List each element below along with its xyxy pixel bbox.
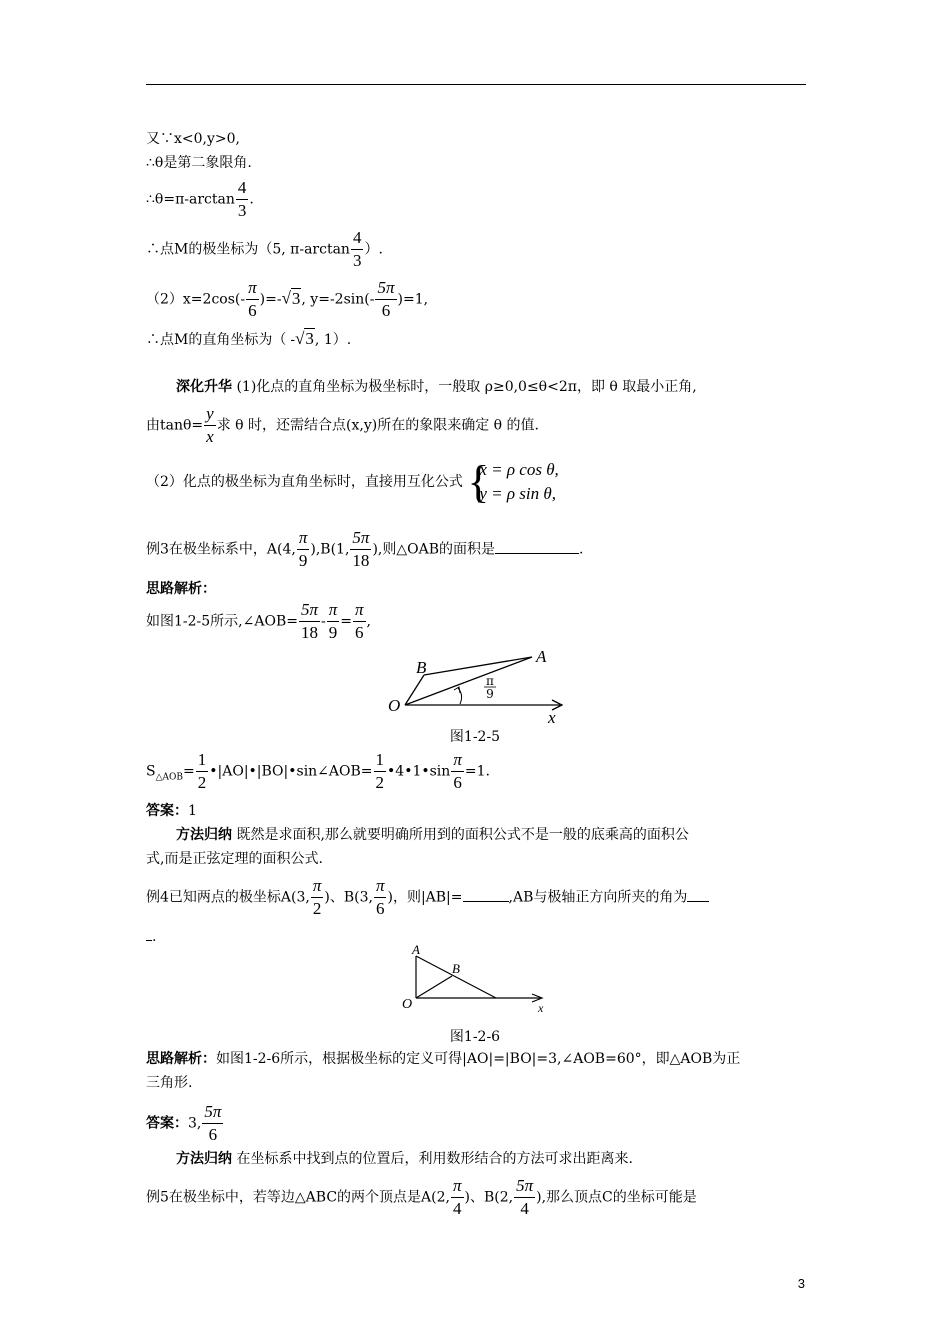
equation-line: ∴θ=π-arctan $\frac{4}{3}$ . — [146, 178, 254, 220]
method-summary: 方法归纳 在坐标系中找到点的位置后，利用数形结合的方法可求出距离来. — [176, 1151, 633, 1167]
fraction: $\frac{\pi}{2}$ — [312, 876, 322, 918]
answer-4: 答案：3, $\frac{5\pi}{6}$ — [146, 1102, 222, 1144]
example-3: 例3在极坐标系中，A(4, $\frac{\pi}{9}$ ),B(1, $\frac{5\pi}{18}$ ),则△OAB的面积是 . — [146, 528, 584, 570]
fraction: $\frac{\pi}{9}$ — [328, 600, 338, 642]
fraction: $\frac{\pi}{6}$ — [375, 876, 385, 918]
fraction: $\frac{5\pi}{6}$ — [204, 1102, 222, 1144]
page-number: 3 — [797, 1276, 805, 1291]
segment-OB — [405, 675, 424, 705]
fraction: $\frac{5\pi}{18}$ — [352, 528, 370, 570]
sqrt: √3 — [295, 329, 314, 348]
label-O: O — [402, 997, 413, 1012]
sqrt: √3 — [281, 288, 301, 308]
fraction: $\frac{\pi}{6}$ — [453, 750, 462, 792]
fraction: $\frac{1}{2}$ — [197, 750, 207, 792]
label-B: B — [452, 961, 460, 976]
text-line: ∴θ是第二象限角. — [146, 155, 252, 171]
answer-blank — [495, 553, 579, 554]
fraction: $\frac{\pi}{4}$ — [452, 1176, 462, 1218]
equation-line: （2）化点的极坐标为直角坐标时，直接用互化公式 { x = ρ cos θ, y = ρ sin θ, — [146, 456, 559, 507]
label-A: A — [412, 942, 420, 957]
text-line: . — [146, 928, 156, 946]
equation-line: ∴点M的极坐标为（5, π-arctan $\frac{4}{3}$ ）. — [146, 228, 383, 270]
figure-caption: 图1-2-5 — [449, 729, 501, 745]
label-O: O — [388, 696, 401, 715]
answer-blank — [687, 901, 709, 902]
label-B: B — [416, 658, 427, 677]
label-x: x — [548, 708, 556, 725]
fraction: $\frac{y}{x}$ — [206, 404, 214, 446]
segment-AB — [424, 657, 532, 675]
deep-summary: 深化升华 (1)化点的直角坐标为极坐标时，一般取 ρ≥0,0≤θ<2π，即 θ 取最小正角, — [176, 379, 697, 395]
method-summary: 方法归纳 既然是求面积,那么就要明确所用到的面积公式不是一般的底乘高的面积公 — [176, 827, 689, 843]
analysis-4: 思路解析：如图1-2-6所示，根据极坐标的定义可得|AO|=|BO|=3,∠AOB=60°，即△AOB为正 — [146, 1051, 741, 1067]
equation-line: （2）x=2cos(- $\frac{\pi}{6}$ )=-√3, y=-2sin(- $\frac{5\pi}{6}$ )=1, — [146, 278, 429, 320]
fraction: $\frac{5\pi}{18}$ — [300, 600, 319, 642]
equation-line: ∴点M的直角坐标为（ -√3, 1）. — [146, 329, 352, 348]
segment-OB — [416, 976, 452, 998]
fraction: $\frac{4}{3}$ — [237, 178, 247, 220]
fraction: $\frac{5\pi}{6}$ — [377, 278, 395, 320]
figure-1-2-5 — [380, 645, 580, 725]
text-line: 式,而是正弦定理的面积公式. — [146, 851, 323, 867]
answer-3: 答案：1 — [146, 803, 197, 819]
example-4: 例4已知两点的极坐标A(3, $\frac{\pi}{2}$ )、B(3, $\frac{\pi}{6}$ )，则|AB|= ,AB与极轴正方向所夹的角为 — [146, 876, 709, 919]
label-A: A — [536, 647, 547, 666]
label-x: x — [538, 1001, 544, 1014]
angle-num: π — [486, 674, 494, 688]
figure-caption: 图1-2-6 — [449, 1029, 501, 1045]
fraction: $\frac{\pi}{6}$ — [355, 600, 364, 642]
answer-blank — [463, 901, 509, 902]
fraction: $\frac{\pi}{9}$ — [298, 528, 308, 570]
equation-line: 如图1-2-5所示,∠AOB= $\frac{5\pi}{18}$ - $\frac{\pi}{9}$ = $\frac{\pi}{6}$ , — [146, 600, 371, 642]
deep-label: 深化升华 — [176, 379, 232, 395]
fraction: $\frac{4}{3}$ — [352, 228, 362, 270]
equation-system: { x = ρ cos θ, y = ρ sin θ, — [467, 456, 559, 507]
fraction: $\frac{5\pi}{4}$ — [516, 1176, 534, 1218]
fraction: $\frac{\pi}{6}$ — [248, 278, 257, 320]
figure-1-2-6 — [398, 942, 558, 1014]
fraction: $\frac{1}{2}$ — [375, 750, 385, 792]
equation-line: 由tanθ= $\frac{y}{x}$ 求 θ 时，还需结合点(x,y)所在的象限来确定 θ 的值. — [146, 404, 539, 446]
area-formula: $S_{\triangle AOB}=$ $\frac{1}{2}$ •|AO|•|BO|•sin∠AOB= $\frac{1}{2}$ •4•1•sin $\frac{\pi}{6}$ =1. — [146, 750, 490, 792]
example-5: 例5在极坐标中，若等边△ABC的两个顶点是A(2, $\frac{\pi}{4}$ )、B(2, $\frac{5\pi}{4}$ ),那么顶点C的坐标可能是 — [146, 1176, 697, 1218]
angle-den: 9 — [486, 687, 494, 701]
text-line: 三角形. — [146, 1075, 193, 1091]
header-rule — [146, 84, 806, 85]
analysis-label: 思路解析： — [146, 581, 216, 597]
angle-arrow — [454, 687, 460, 693]
text-line: 又∵x<0,y>0, — [146, 131, 240, 147]
